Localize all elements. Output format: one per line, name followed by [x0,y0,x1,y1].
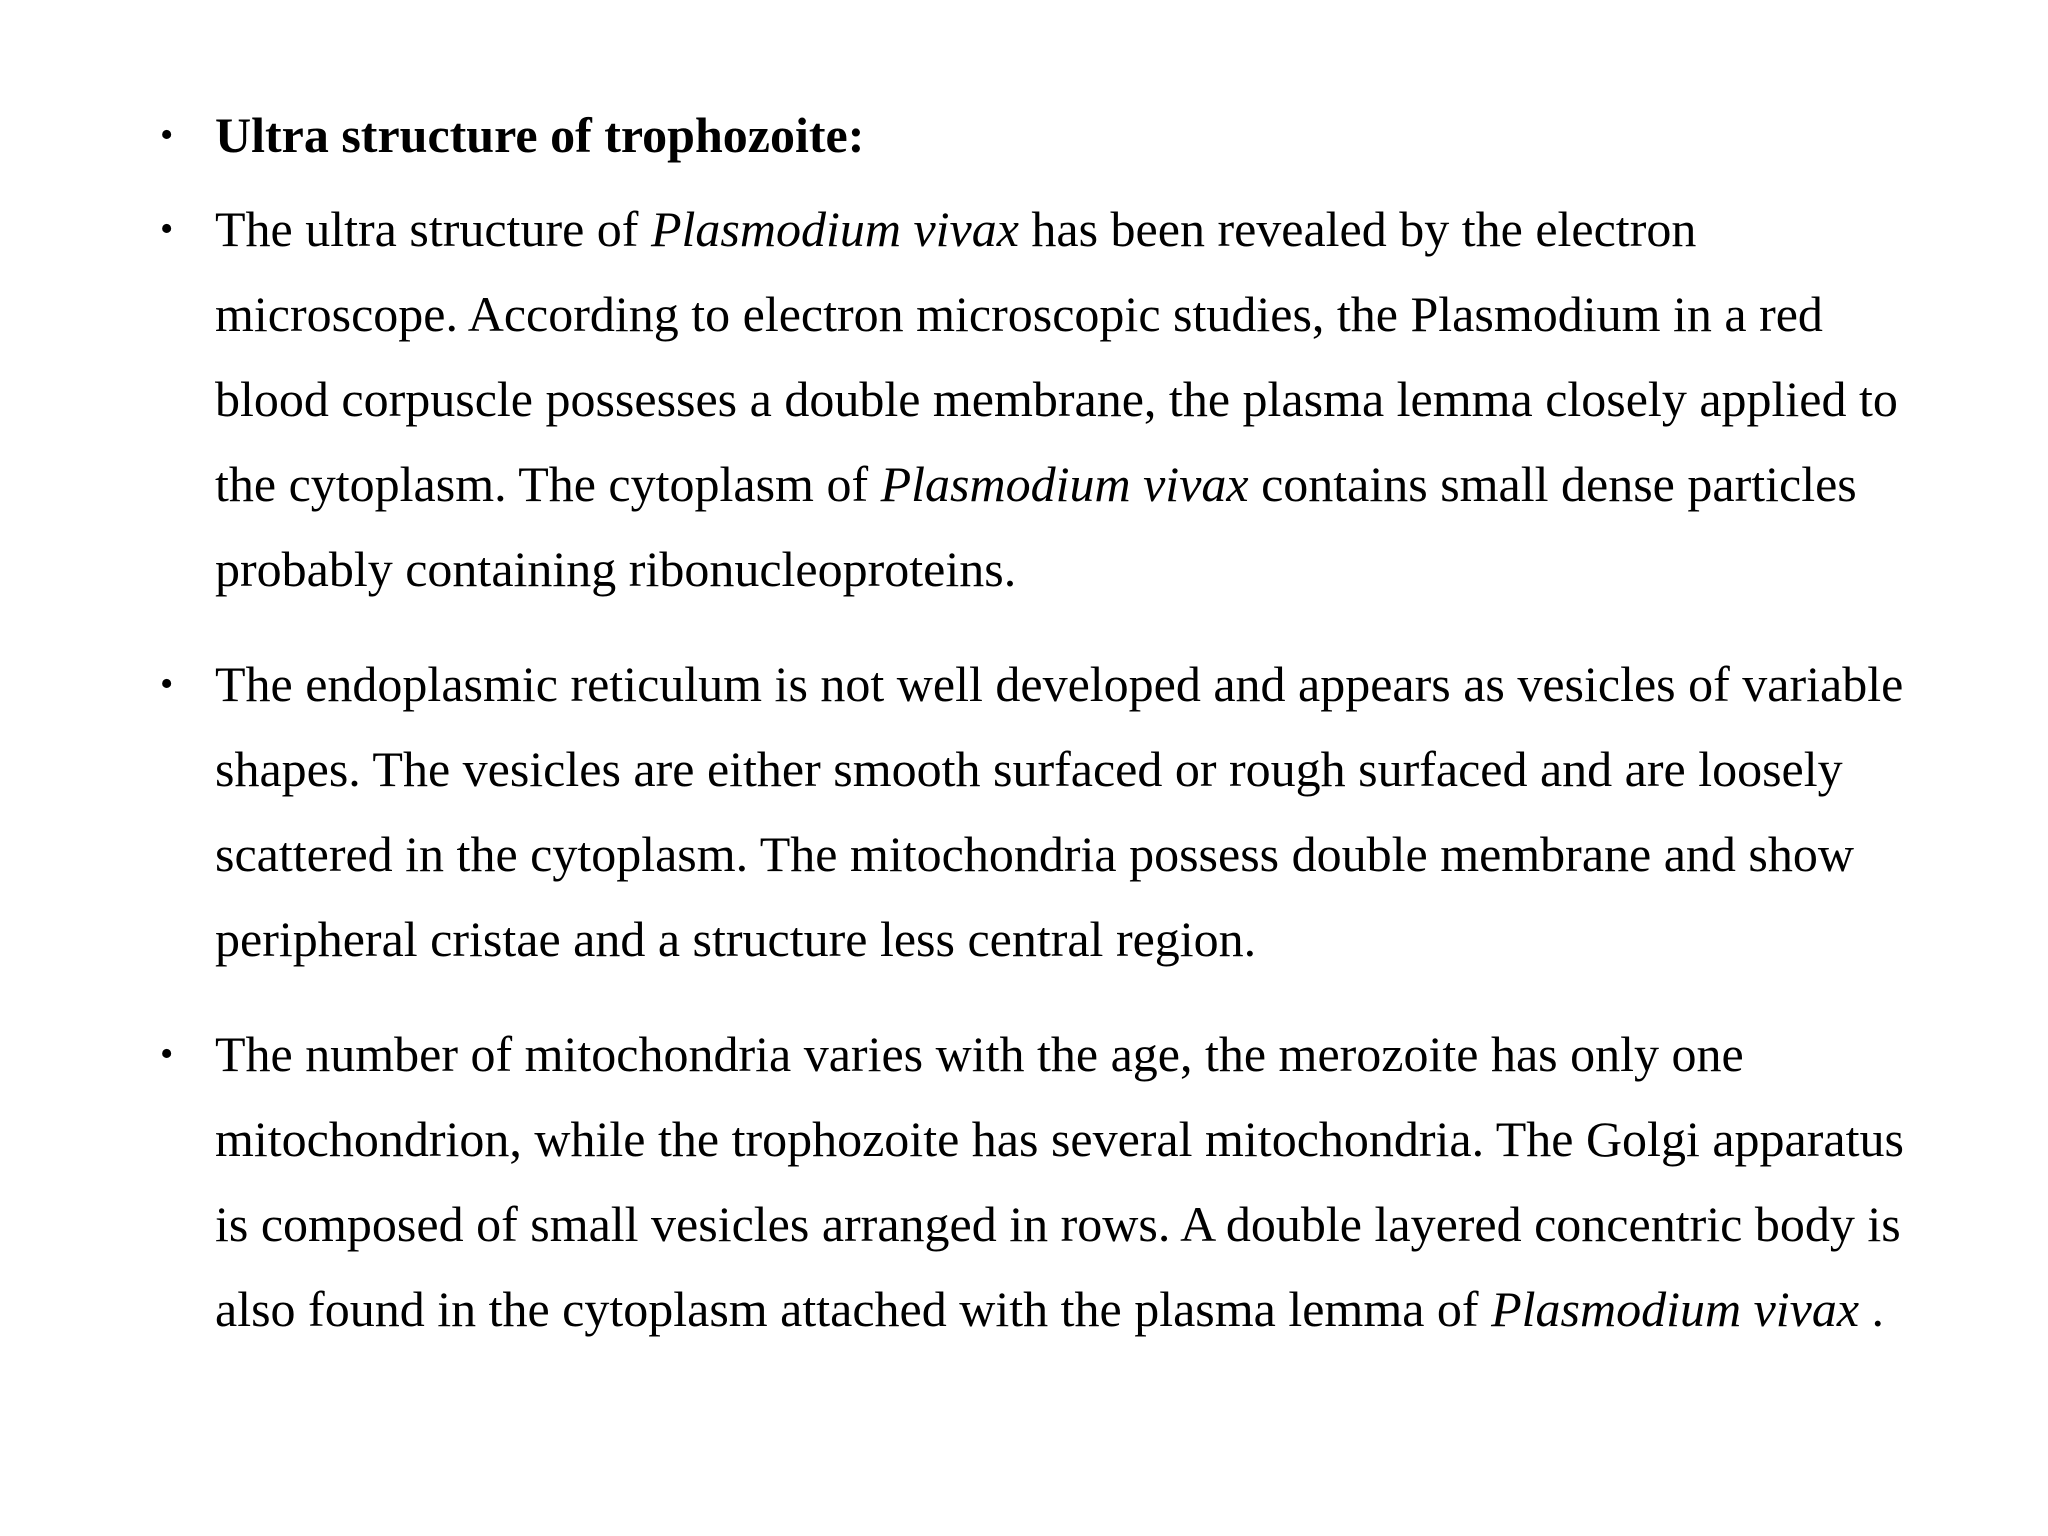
paragraph-text: contains small dense particles probably containing ribonucleoproteins. [215,456,1857,597]
slide-heading: Ultra structure of trophozoite: [215,107,865,163]
bullet-dot: • [160,208,174,250]
species-name: Plasmodium vivax [1491,1281,1860,1337]
paragraph-mitochondria [160,1012,1920,1352]
heading-item [160,100,1920,170]
species-name: Plasmodium vivax [880,456,1249,512]
bullet-dot: • [160,114,174,156]
species-name: Plasmodium vivax [650,201,1019,257]
bullet-dot: • [160,1033,174,1075]
paragraph-endoplasmic-reticulum [160,642,1920,982]
paragraph-text: The ultra structure of [215,201,651,257]
paragraph-ultrastructure [160,187,1920,612]
bullet-list [160,100,1920,1382]
paragraph-text: . [1859,1281,1885,1337]
paragraph-text: has been revealed by the electron microscope. According to electron microscopic studies, the Plasmodium in a red blood corpuscle possesses a double membrane, the plasma lemma closely applied to the cytoplasm. The cytoplasm of [215,201,1898,512]
paragraph-text: The number of mitochondria varies with the age, the merozoite has only one mitochondrion, while the trophozoite has several mitochondria. The Golgi apparatus is composed of small vesicles arranged in rows. A double layered concentric body is also found in the cytoplasm attached with the plasma lemma of [215,1026,1904,1337]
bullet-dot: • [160,663,174,705]
paragraph-text: The endoplasmic reticulum is not well developed and appears as vesicles of variable shapes. The vesicles are either smooth surfaced or rough surfaced and are loosely scattered in the cytoplasm. The mitochondria possess double membrane and show peripheral cristae and a structure less central region. [215,656,1904,967]
